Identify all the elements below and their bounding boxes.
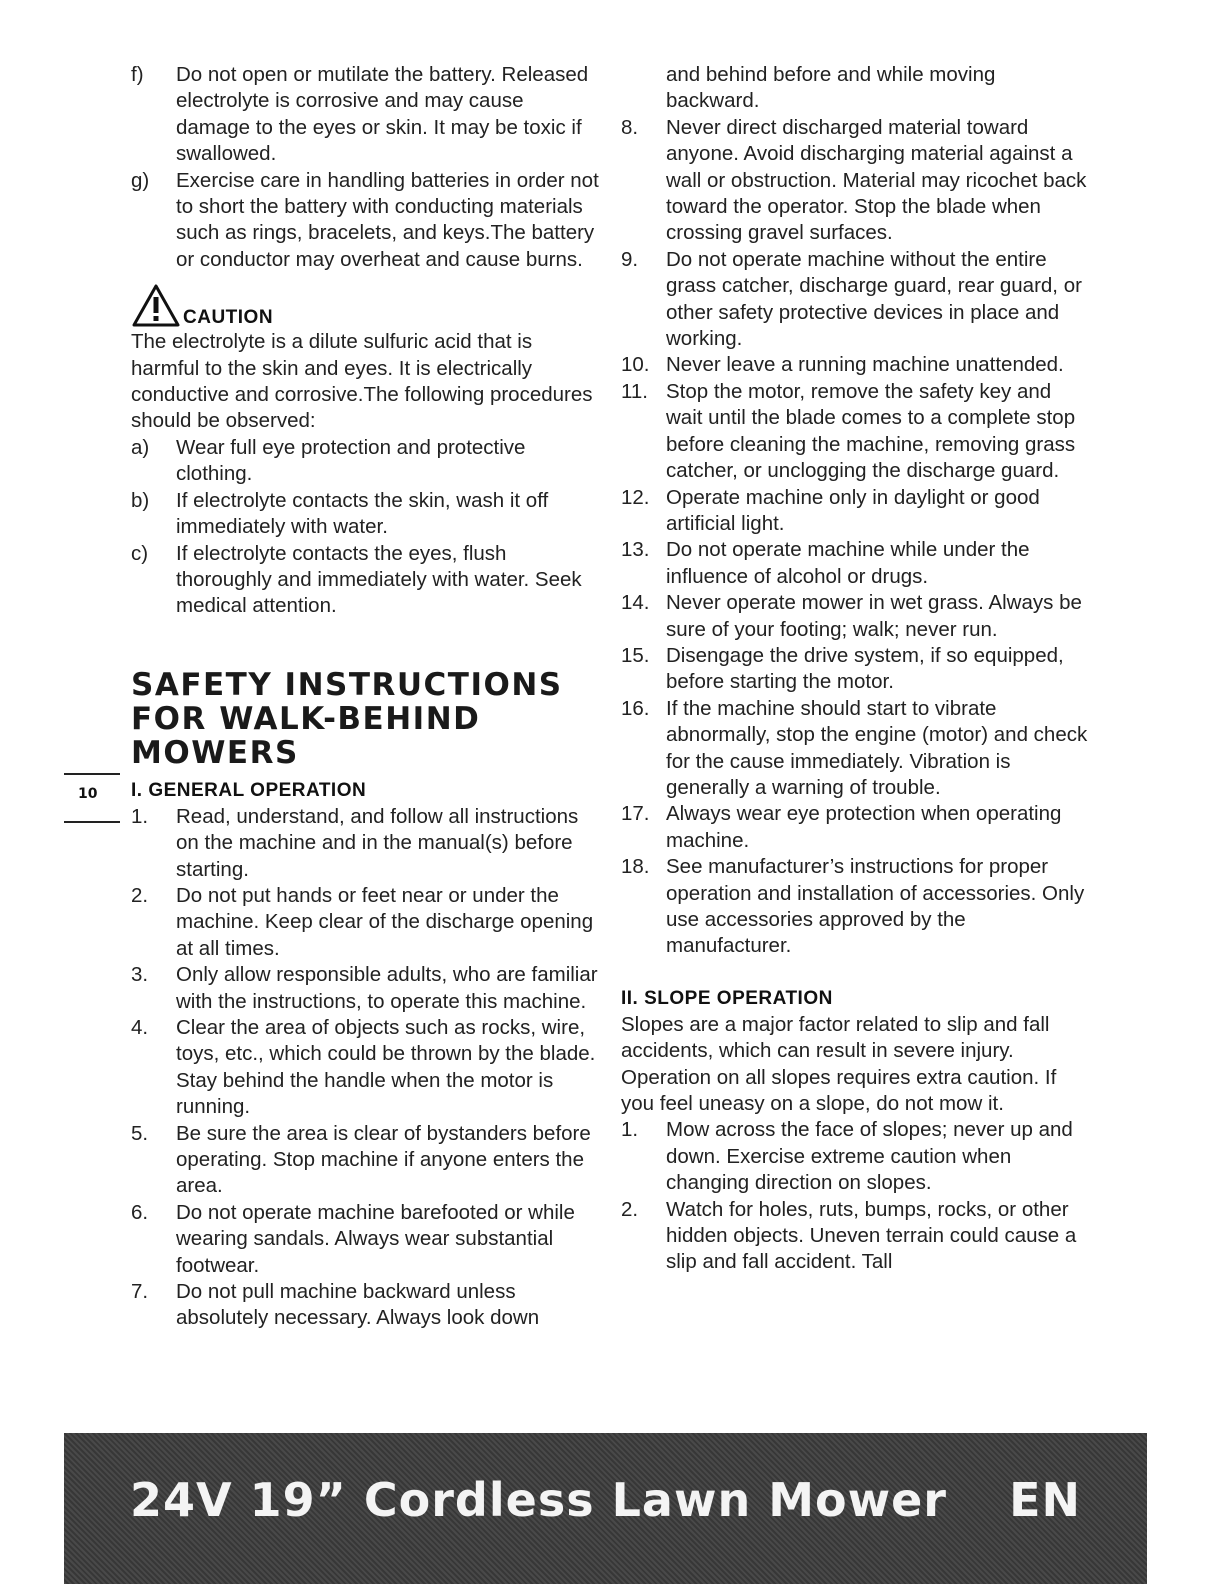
slope-operation-heading: II. SLOPE OPERATION: [621, 987, 833, 1009]
item-marker: 7.: [131, 1280, 149, 1304]
section-title-line: MOWERS: [131, 734, 299, 771]
item-marker: b): [131, 488, 150, 512]
section-title-line: FOR WALK-BEHIND: [131, 700, 481, 737]
item-text: Exercise care in handling batteries in order not to short the battery with conducting materials such as rings, bracelets, and keys.The battery or conductor may overheat and cause burns.: [176, 168, 599, 271]
item-marker: 14.: [621, 591, 650, 615]
caution-text: The electrolyte is a dilute sulfuric acid that is harmful to the skin and eyes. It is electrically conductive and corrosive.The following procedures should be observed:: [131, 330, 593, 433]
item-marker: 6.: [131, 1200, 149, 1224]
left-column: [131, 62, 601, 1332]
item-marker: a): [131, 435, 150, 459]
item-marker: 4.: [131, 1015, 149, 1039]
list-item-continuation: [621, 62, 1091, 115]
footer-banner: [64, 1433, 1147, 1584]
list-item: [131, 1279, 601, 1332]
general-operation-heading: I. GENERAL OPERATION: [131, 779, 367, 801]
item-text: Never leave a running machine unattended.: [666, 353, 1064, 377]
list-item: [621, 643, 1091, 696]
list-item: [131, 1121, 601, 1200]
item-text: Mow across the face of slopes; never up and down. Exercise extreme caution when changing direction on slopes.: [666, 1118, 1073, 1195]
item-marker: g): [131, 168, 150, 192]
right-column: [621, 62, 1091, 1276]
list-item: [621, 115, 1091, 247]
list-item: [621, 352, 1091, 378]
item-text: Only allow responsible adults, who are familiar with the instructions, to operate this machine.: [176, 963, 598, 1013]
item-marker: 2.: [131, 883, 149, 907]
item-marker: 15.: [621, 643, 650, 667]
item-marker: 1.: [131, 804, 149, 828]
item-marker: 9.: [621, 247, 639, 271]
list-item: [131, 62, 601, 168]
item-marker: 13.: [621, 538, 650, 562]
list-item: [621, 590, 1091, 643]
caution-label: CAUTION: [183, 307, 274, 329]
item-marker: f): [131, 63, 144, 86]
item-text: and behind before and while moving backward.: [666, 63, 996, 113]
slope-intro: Slopes are a major factor related to slip and fall accidents, which can result in severe injury. Operation on all slopes requires extra caution. If you feel uneasy on a slope, do not mow it.: [621, 1012, 1057, 1116]
language-code: EN: [1009, 1473, 1081, 1527]
item-text: Read, understand, and follow all instructions on the machine and in the manual(s) before starting.: [176, 804, 579, 881]
item-text: Do not pull machine backward unless absolutely necessary. Always look down: [176, 1280, 540, 1330]
list-item: [131, 804, 601, 883]
list-item: [131, 488, 601, 541]
list-item: [131, 962, 601, 1015]
item-text: Operate machine only in daylight or good artificial light.: [666, 485, 1040, 535]
item-marker: 5.: [131, 1121, 149, 1145]
product-title: 24V 19” Cordless Lawn Mower: [130, 1473, 947, 1527]
item-text: Do not open or mutilate the battery. Released electrolyte is corrosive and may cause damage to the eyes or skin. It may be toxic if swallowed.: [176, 63, 589, 166]
item-marker: 8.: [621, 115, 639, 139]
item-marker: 10.: [621, 353, 650, 377]
item-text: Do not operate machine without the entire grass catcher, discharge guard, rear guard, or other safety protective devices in place and working.: [666, 247, 1082, 351]
item-text: If electrolyte contacts the eyes, flush thoroughly and immediately with water. Seek medical attention.: [176, 541, 582, 618]
page-number: 10: [78, 786, 98, 802]
list-item: [621, 1197, 1091, 1276]
item-text: If the machine should start to vibrate abnormally, stop the engine (motor) and check for the cause immediately. Vibration is generally a warning of trouble.: [666, 696, 1088, 799]
list-item: [621, 379, 1091, 485]
list-item: [131, 435, 601, 488]
list-item: [621, 247, 1091, 353]
list-item: [131, 168, 601, 274]
item-text: Do not put hands or feet near or under the machine. Keep clear of the discharge opening at all times.: [176, 883, 594, 960]
caution-heading: [131, 283, 601, 329]
item-text: Always wear eye protection when operating machine.: [666, 802, 1062, 852]
item-text: Do not operate machine barefooted or while wearing sandals. Always wear substantial footwear.: [176, 1200, 575, 1277]
list-item: [621, 537, 1091, 590]
item-marker: 2.: [621, 1197, 639, 1221]
item-marker: 16.: [621, 696, 650, 720]
item-text: Clear the area of objects such as rocks, wire, toys, etc., which could be thrown by the blade. Stay behind the handle when the motor is running.: [176, 1015, 596, 1119]
list-item: [621, 485, 1091, 538]
item-text: If electrolyte contacts the skin, wash it off immediately with water.: [176, 488, 549, 539]
item-marker: 3.: [131, 963, 149, 987]
item-marker: 1.: [621, 1118, 639, 1142]
warning-triangle-icon: [131, 283, 181, 329]
item-marker: 17.: [621, 802, 650, 826]
item-marker: c): [131, 541, 149, 565]
divider: [64, 821, 120, 823]
item-text: Be sure the area is clear of bystanders before operating. Stop machine if anyone enters the area.: [176, 1121, 591, 1198]
section-title: [131, 668, 601, 770]
list-item: [621, 696, 1091, 802]
list-item: [621, 1117, 1091, 1196]
item-text: Never direct discharged material toward anyone. Avoid discharging material against a wall or obstruction. Material may ricochet back toward the operator. Stop the blade when crossing gravel surfaces.: [666, 115, 1087, 245]
item-text: See manufacturer’s instructions for proper operation and installation of accessories. Only use accessories approved by the manufacturer.: [666, 855, 1085, 958]
list-item: [131, 541, 601, 620]
item-text: Wear full eye protection and protective clothing.: [176, 435, 526, 486]
section-title-line: SAFETY INSTRUCTIONS: [131, 666, 563, 703]
item-marker: 11.: [621, 379, 648, 403]
list-item: [131, 883, 601, 962]
page-number-marker: [64, 773, 122, 825]
list-item: [621, 801, 1091, 854]
list-item: [621, 854, 1091, 960]
list-item: [131, 1200, 601, 1279]
item-text: Disengage the drive system, if so equipped, before starting the motor.: [666, 643, 1064, 694]
divider: [64, 773, 120, 775]
item-text: Watch for holes, ruts, bumps, rocks, or other hidden objects. Uneven terrain could cause a slip and fall accident. Tall: [666, 1197, 1077, 1274]
item-marker: 18.: [621, 855, 650, 879]
item-marker: 12.: [621, 485, 650, 509]
list-item: [131, 1015, 601, 1121]
item-text: Stop the motor, remove the safety key and wait until the blade comes to a complete stop before cleaning the machine, removing grass catcher, or unclogging the discharge guard.: [666, 379, 1076, 483]
item-text: Never operate mower in wet grass. Always be sure of your footing; walk; never run.: [666, 591, 1082, 641]
item-text: Do not operate machine while under the influence of alcohol or drugs.: [666, 538, 1030, 588]
